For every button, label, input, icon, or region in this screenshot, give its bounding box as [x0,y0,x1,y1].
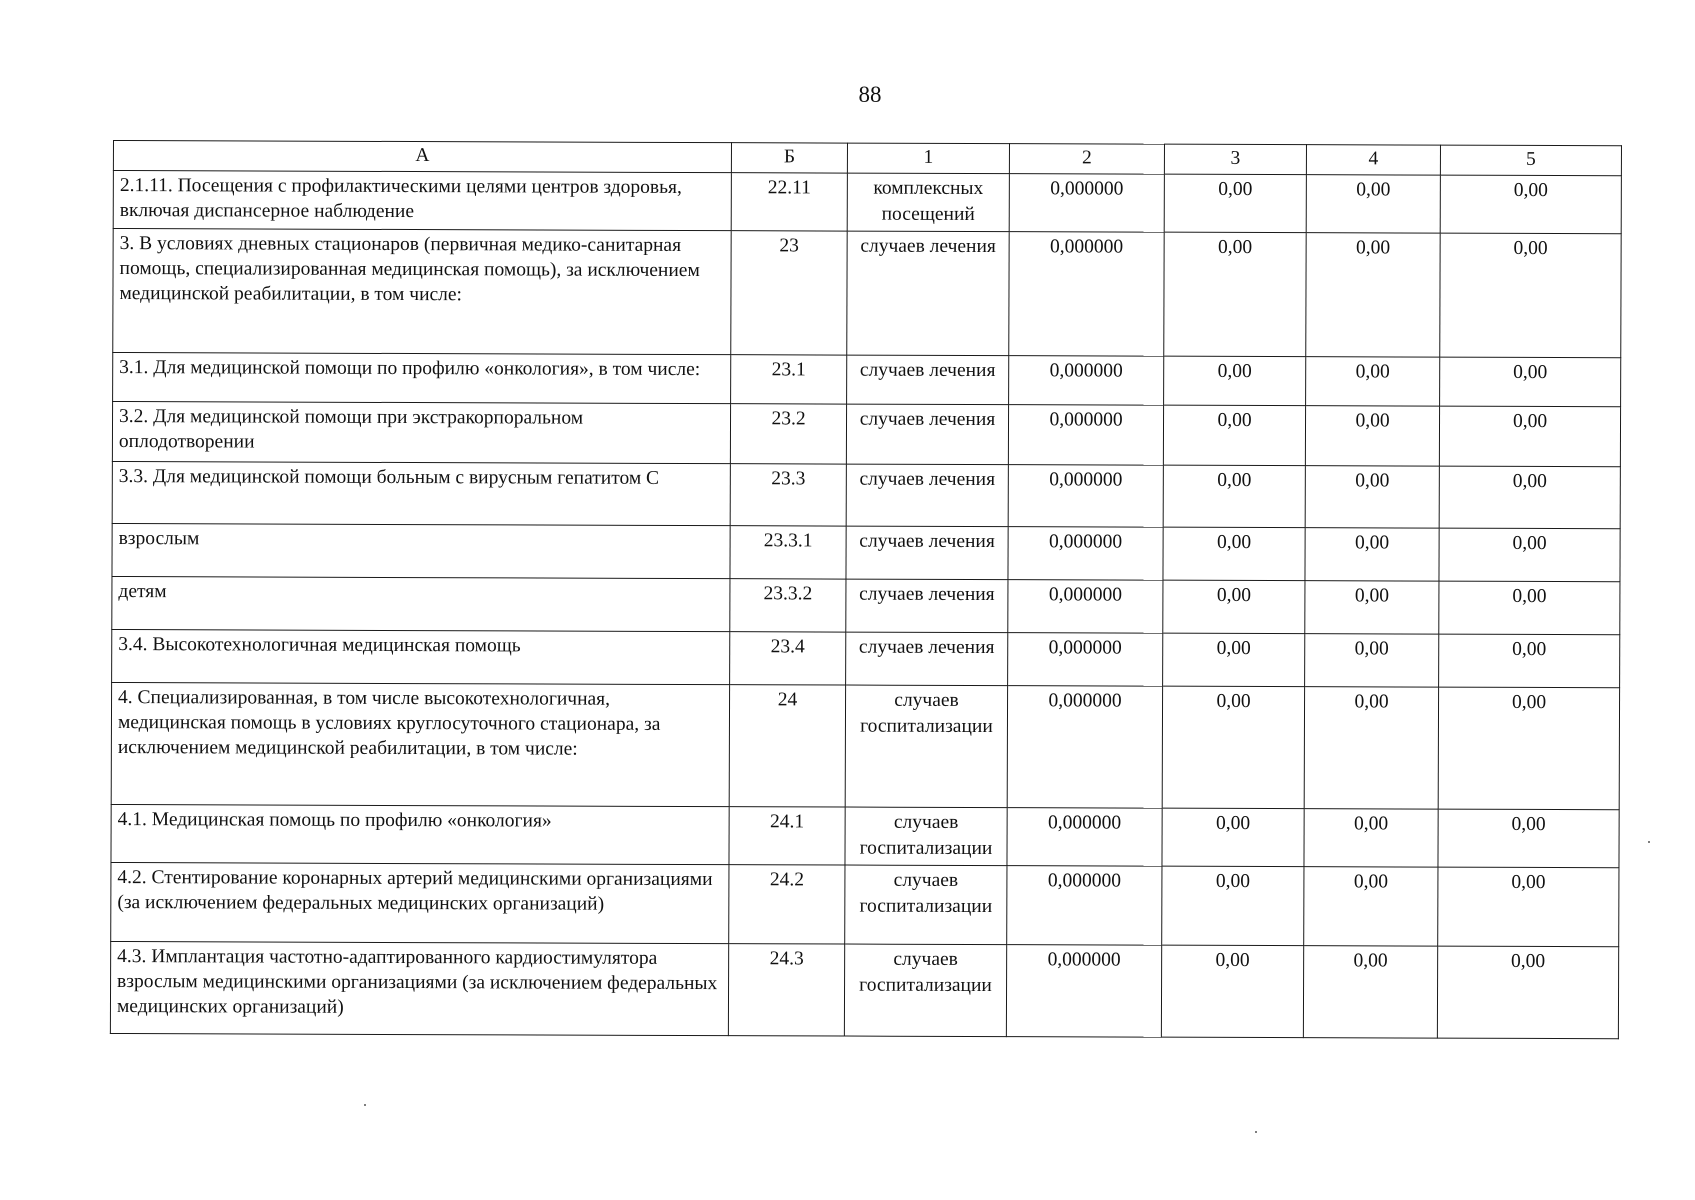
row-unit: случаев лечения [846,632,1008,686]
row-value-4: 0,00 [1303,946,1437,1038]
row-value-4: 0,00 [1305,528,1439,581]
row-value-3: 0,00 [1164,356,1306,405]
row-unit: случаев лечения [846,579,1008,633]
row-unit: комплексных посещений [847,173,1009,232]
row-value-4: 0,00 [1304,809,1438,867]
row-value-4: 0,00 [1305,634,1439,687]
row-value-2: 0,000000 [1009,174,1164,233]
row-name: 4.3. Имплантация частотно-адаптированного кардиостимулятора взрослым медицинскими организациями (за исключением федеральных медицинских организаций) [110,941,728,1035]
row-name: 3.3. Для медицинской помощи больным с вирусным гепатитом С [112,461,730,525]
row-value-3: 0,00 [1162,808,1304,866]
row-code: 22.11 [731,173,847,231]
row-code: 24 [729,685,845,807]
row-name: 4. Специализированная, в том числе высокотехнологичная, медицинская помощь в условиях круглосуточного стационара, за исключением медицинской реабилитации, в том числе: [111,682,729,806]
row-value-5: 0,00 [1439,406,1620,467]
row-value-3: 0,00 [1164,232,1306,356]
column-header-2: 2 [1009,144,1164,175]
page-number: 88 [858,82,882,107]
column-header-3: 3 [1164,144,1306,174]
row-unit: случаев госпитализации [844,944,1006,1037]
column-header-b: Б [731,143,847,173]
scan-speck [1255,1131,1257,1133]
row-value-4: 0,00 [1304,867,1438,946]
row-value-4: 0,00 [1306,357,1440,406]
table-row [112,402,1620,467]
row-code: 23.4 [730,632,846,685]
table-row [113,229,1621,358]
row-value-3: 0,00 [1163,633,1305,686]
row-name: 3.4. Высокотехнологичная медицинская помощь [112,629,730,684]
table-row [112,461,1620,528]
row-value-2: 0,000000 [1008,580,1163,634]
table-row [112,523,1620,581]
row-value-3: 0,00 [1161,945,1303,1037]
row-value-5: 0,00 [1438,867,1619,947]
row-unit: случаев госпитализации [845,865,1007,945]
row-value-3: 0,00 [1164,174,1306,232]
row-name: 4.2. Стентирование коронарных артерий медицинскими организациями (за исключением федеральных медицинских организаций) [111,862,729,943]
row-code: 23.1 [731,355,847,404]
row-code: 23.2 [730,404,846,464]
row-name: 4.1. Медицинская помощь по профилю «онкология» [111,804,729,864]
row-value-2: 0,000000 [1008,405,1163,466]
column-header-5: 5 [1440,145,1621,176]
row-value-2: 0,000000 [1009,232,1164,357]
table-row [111,804,1619,867]
row-value-3: 0,00 [1163,405,1305,465]
column-header-4: 4 [1306,145,1440,175]
table-row [111,682,1619,809]
row-value-2: 0,000000 [1006,945,1161,1038]
row-name: 3. В условиях дневных стационаров (первичная медико-санитарная помощь, специализированная медицинская помощь), за исключением медицинской реабилитации, в том числе: [113,229,731,355]
data-table [110,140,1622,1039]
row-value-2: 0,000000 [1009,356,1164,406]
row-value-4: 0,00 [1306,175,1440,233]
table-row [112,629,1620,687]
row-code: 24.2 [729,865,845,944]
row-value-5: 0,00 [1438,687,1619,810]
row-value-5: 0,00 [1439,634,1620,688]
table-row [113,171,1621,234]
row-value-2: 0,000000 [1008,633,1163,687]
row-code: 23.3.1 [730,526,846,579]
row-name: 3.1. Для медицинской помощи по профилю «онкология», в том числе: [113,353,731,404]
row-value-4: 0,00 [1306,233,1440,357]
row-unit: случаев госпитализации [845,685,1007,808]
row-value-5: 0,00 [1439,581,1620,635]
table-row [110,941,1618,1038]
row-value-3: 0,00 [1163,527,1305,580]
row-code: 24.3 [728,944,844,1036]
column-header-1: 1 [847,143,1009,174]
row-value-2: 0,000000 [1008,527,1163,581]
row-name: взрослым [112,523,730,578]
scan-speck [364,1104,366,1106]
row-value-3: 0,00 [1163,465,1305,527]
row-value-4: 0,00 [1305,581,1439,634]
row-value-4: 0,00 [1304,687,1438,809]
row-code: 23 [731,231,847,355]
row-value-4: 0,00 [1305,406,1439,466]
row-unit: случаев госпитализации [845,807,1007,866]
row-name: 2.1.11. Посещения с профилактическими целями центров здоровья, включая диспансерное наблюдение [113,171,731,231]
table-row [113,353,1621,407]
scan-speck [1648,841,1650,843]
row-value-5: 0,00 [1440,175,1621,234]
row-unit: случаев лечения [847,355,1009,405]
row-value-2: 0,000000 [1007,686,1162,809]
row-code: 23.3.2 [730,579,846,632]
row-value-4: 0,00 [1305,466,1439,528]
row-unit: случаев лечения [846,404,1008,465]
row-code: 24.1 [729,807,845,865]
row-name: детям [112,576,730,631]
row-value-5: 0,00 [1439,466,1620,529]
row-value-5: 0,00 [1440,233,1621,358]
row-value-2: 0,000000 [1007,808,1162,867]
table-row [111,862,1619,946]
document-table-container [110,140,1621,1039]
row-unit: случаев лечения [846,526,1008,580]
row-value-3: 0,00 [1163,580,1305,633]
row-value-3: 0,00 [1162,866,1304,945]
row-unit: случаев лечения [847,231,1009,356]
row-value-5: 0,00 [1439,528,1620,582]
row-name: 3.2. Для медицинской помощи при экстракорпоральном оплодотворении [112,402,730,464]
row-code: 23.3 [730,464,846,526]
row-value-3: 0,00 [1162,686,1304,808]
row-value-2: 0,000000 [1008,465,1163,528]
column-header-a: А [113,141,731,173]
row-value-5: 0,00 [1438,809,1619,868]
row-value-2: 0,000000 [1007,866,1162,946]
row-unit: случаев лечения [846,464,1008,527]
row-value-5: 0,00 [1437,946,1618,1039]
table-row [112,576,1620,634]
row-value-5: 0,00 [1440,357,1621,407]
